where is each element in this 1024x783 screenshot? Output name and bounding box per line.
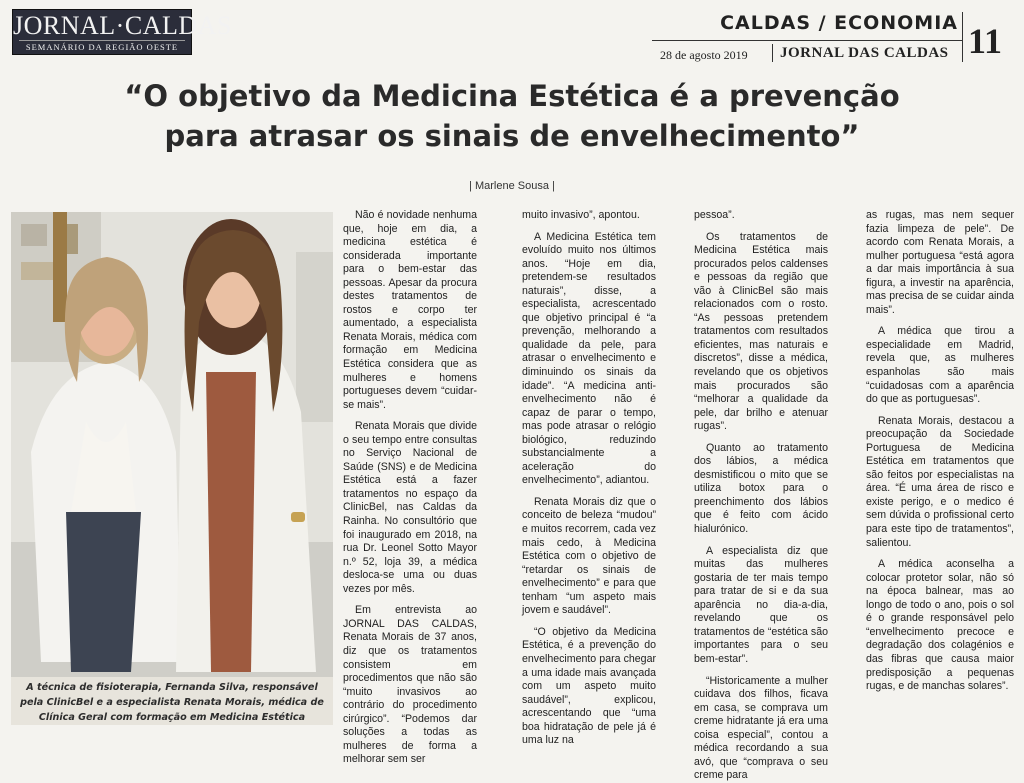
- headline-line-2: para atrasar os sinais de envelhecimento”: [164, 119, 860, 153]
- article-paragraph: Não é novidade nenhuma que, hoje em dia, a medicina estética é considerada importante para o bem-estar das pessoas. Apesar da procura destes tratamentos de rostos e corpo ter aumentado, a especialista Renata Morais, médica com formação em Medicina Estética considera que as mulheres e homens portugueses devem “cuidar-se mais”.: [343, 209, 477, 411]
- article-paragraph: as rugas, mas nem sequer fazia limpeza de pele”. De acordo com Renata Morais, a mulher portuguesa “está agora a dar mais importância à sua figura, a investir na aparência, mas precisa de se cuidar ainda mais”.: [866, 209, 1014, 316]
- article-paragraph: Renata Morais, destacou a preocupação da Sociedade Portuguesa de Medicina Estética em tratamentos que são feitos por especialistas na área. “É uma área de risco e existe perigo, e o medico é sem dúvida o profissional certo para este tipo de tratamentos”, salientou.: [866, 414, 1014, 549]
- article-column-2: [522, 209, 656, 747]
- article-column-4: [866, 209, 1014, 727]
- article-column-1: [343, 209, 477, 766]
- date-separator: [772, 44, 773, 62]
- page-number: 11: [968, 21, 1003, 61]
- article-paragraph: A Medicina Estética tem evoluído muito nos últimos anos. “Hoje em dia, pretendem-se resultados naturais”, disse, a especialista, acrescentado que objetivo principal é “a prevenção, melhorando a qualidade da pele, para atrasar o envelhecimento e diminuindo os sinais da idade”. “A medicina anti-envelhecimento não é capaz de parar o tempo, mas pode atrasar o relógio biológico, reduzindo substancialmente a aceleração do envelhecimento”, adiantou.: [522, 230, 656, 487]
- article-paragraph: “O objetivo da Medicina Estética, é a prevenção do envelhecimento para chegar a uma idade mais avançada com um aspeto muito saudável”, explicou, acrescentando que “uma boa hidratação de pele já é uma luz na: [522, 625, 656, 747]
- header-rule: [652, 40, 962, 41]
- article-paragraph: Quanto ao tratamento dos lábios, a médica desmistificou o mito que se utiliza botox para o preenchimento dos lábios que é feito com ácido hialurónico.: [694, 441, 828, 536]
- article-paragraph: A médica que tirou a especialidade em Madrid, revela que, as mulheres espanholas são mais “cuidadosas com a aparência do que as portuguesas”.: [866, 325, 1014, 406]
- byline: | Marlene Sousa |: [469, 180, 555, 192]
- article-paragraph: “Historicamente a mulher cuidava dos filhos, ficava em casa, se comprava um creme hidratante já era uma coisa especial”, contou a médica recordando a sua avó, que “comprava o seu creme para: [694, 674, 828, 782]
- photo-caption: A técnica de fisioterapia, Fernanda Silva, responsável pela ClinicBel e a especialista Renata Morais, médica de Clínica Geral com formação em Medicina Estética: [11, 677, 333, 725]
- masthead-title: JORNAL·CALDAS: [13, 11, 232, 40]
- article-paragraph: A especialista diz que muitas das mulheres gostaria de ter mais tempo para tratar de si e da sua aparência no dia-a-dia, revelando que os tratamentos de “estética são importantes para o seu bem-estar”.: [694, 544, 828, 665]
- section-title: CALDAS / ECONOMIA: [720, 12, 958, 34]
- article-paragraph: pessoa”.: [694, 209, 735, 221]
- article-paragraph: muito invasivo”, apontou.: [522, 209, 640, 221]
- issue-date: 28 de agosto 2019: [660, 48, 748, 62]
- article-paragraph: Em entrevista ao JORNAL DAS CALDAS, Renata Morais de 37 anos, diz que os tratamentos consistem em procedimentos que não são “muito invasivos ao contrário do procedimento cirúrgico”. “Podemos dar soluções a todas as mulheres de forma a melhorar sem ser: [343, 604, 477, 766]
- article-paragraph: Renata Morais que divide o seu tempo entre consultas no Serviço Nacional de Saúde (SNS) e de Medicina Estética está a fazer tratamentos no espaço da ClinicBel, nas Caldas da Rainha. No consultório que foi inaugurado em 2018, na rua Dr. Leonel Sotto Mayor n.º 52, loja 39, a médica desloca-se uma ou duas vezes por mês.: [343, 420, 477, 595]
- article-paragraph: A médica aconselha a colocar protetor solar, não só na época balnear, mas ao longo de todo o ano, pois o sol é o grande responsável pelo “envelhecimento precoce e degradação dos colagénios e das fibras que causa maior predisposição a pequenas rugas, e de manchas solares”.: [866, 558, 1014, 693]
- headline-line-1: “O objetivo da Medicina Estética é a prevenção: [124, 79, 900, 113]
- article-column-3: [694, 209, 828, 782]
- article-paragraph: Renata Morais diz que o conceito de beleza “mudou” e muitos recorrem, cada vez mais cedo, à Medicina Estética com o objetivo de “retardar os sinais de envelhecimento” e para que tenham “um aspeto mais jovem e saudável”.: [522, 495, 656, 617]
- newspaper-masthead-logo: [12, 9, 232, 55]
- paper-name: JORNAL DAS CALDAS: [780, 45, 949, 61]
- article-headline: [60, 76, 964, 156]
- photo-illustration: [11, 212, 333, 677]
- article-photo: [11, 212, 333, 677]
- masthead-subtitle: SEMANÁRIO DA REGIÃO OESTE: [19, 40, 185, 52]
- article-paragraph: Os tratamentos de Medicina Estética mais procurados pelos caldenses e pessoas da região que vão à ClinicBel são mais relacionados com o rosto. “As pessoas pretendem tratamentos com resultados eficientes, mas naturais e discretos”, disse a médica, revelando que os objetivos mais procurados são “melhorar a qualidade da pele, dar brilho e atenuar rugas”.: [694, 230, 828, 433]
- header-divider: [962, 12, 963, 62]
